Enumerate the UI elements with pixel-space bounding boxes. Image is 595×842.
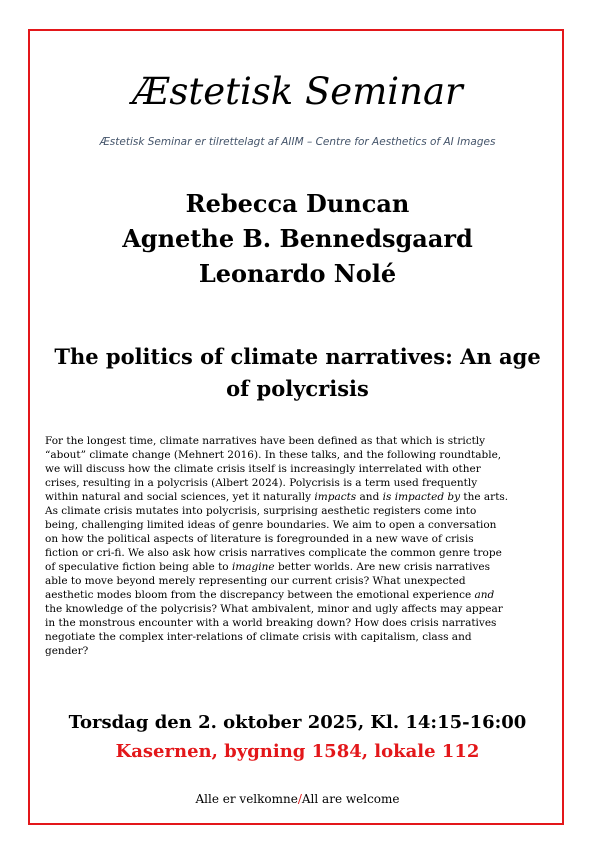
abstract-run: “about” climate change (Mehnert 2016). In these talks, and the following roundtable, [45,449,502,461]
welcome-line [0,792,595,806]
speaker-name: Leonardo Nolé [198,259,397,288]
abstract-line [45,532,550,546]
seminar-subtitle: Æstetisk Seminar er tilrettelagt af AIIM – Centre for Aesthetics of AI Images [99,136,496,148]
abstract-run: fiction or cri-fi. We also ask how crisis narratives complicate the common genre trope [45,547,502,559]
page-border [28,29,564,825]
speaker-name: Agnethe B. Bennedsgaard [122,224,473,253]
abstract-line [45,462,550,476]
abstract-run: better worlds. Are new crisis narratives [274,561,490,573]
event-date: Torsdag den 2. oktober 2025, Kl. 14:15-16:00 [68,712,527,733]
abstract-line [45,546,550,560]
abstract-run: within natural and social sciences, yet it naturally [45,491,315,503]
abstract-run: of speculative fiction being able to [45,561,232,573]
abstract-line [45,434,550,448]
abstract-line [45,602,550,616]
abstract-run: crises, resulting in a polycrisis (Albert 2024). Polycrisis is a term used frequently [45,477,478,489]
abstract-emphasis: and [474,589,495,601]
abstract-emphasis: is impacted by [382,491,461,503]
abstract-run: able to move beyond merely representing our current crisis? What unexpected [45,575,466,587]
speaker-name: Rebecca Duncan [185,189,410,218]
abstract-emphasis: imagine [231,561,275,573]
abstract-run: on how the political aspects of literature is foregrounded in a new wave of crisis [45,533,474,545]
abstract-run: and [356,491,383,503]
abstract-line [45,560,550,574]
abstract-line [45,588,550,602]
abstract-line [45,476,550,490]
abstract-run: For the longest time, climate narratives have been defined as that which is strictly [45,435,486,447]
abstract-run: being, challenging limited ideas of genre boundaries. We aim to open a conversation [45,519,497,531]
abstract-line [45,644,550,658]
seminar-title: Æstetisk Seminar [132,70,463,113]
abstract-line [45,504,550,518]
abstract-run: As climate crisis mutates into polycrisis, surprising aesthetic registers come into [45,505,477,517]
welcome-danish: Alle er velkomne [195,792,298,806]
welcome-separator: / [297,792,302,806]
abstract-line [45,448,550,462]
abstract-run: in the monstrous encounter with a world breaking down? How does crisis narratives [45,617,497,629]
abstract-line [45,574,550,588]
abstract-run: the knowledge of the polycrisis? What ambivalent, minor and ugly affects may appear [45,603,503,615]
abstract-run: aesthetic modes bloom from the discrepancy between the emotional experience [45,589,475,601]
abstract-run: we will discuss how the climate crisis itself is increasingly interrelated with other [45,463,481,475]
abstract-emphasis: impacts [314,491,357,503]
speaker-list [0,186,595,291]
abstract-run: gender? [45,645,89,657]
talk-title: The politics of climate narratives: An age of polycrisis [54,344,541,401]
abstract-run: the arts. [460,491,509,503]
event-location: Kasernen, bygning 1584, lokale 112 [115,741,480,762]
abstract-text [45,434,550,658]
abstract-line [45,518,550,532]
abstract-line [45,630,550,644]
abstract-line [45,490,550,504]
welcome-english: All are welcome [301,792,400,806]
abstract-run: negotiate the complex inter-relations of climate crisis with capitalism, class and [45,631,472,643]
abstract-line [45,616,550,630]
